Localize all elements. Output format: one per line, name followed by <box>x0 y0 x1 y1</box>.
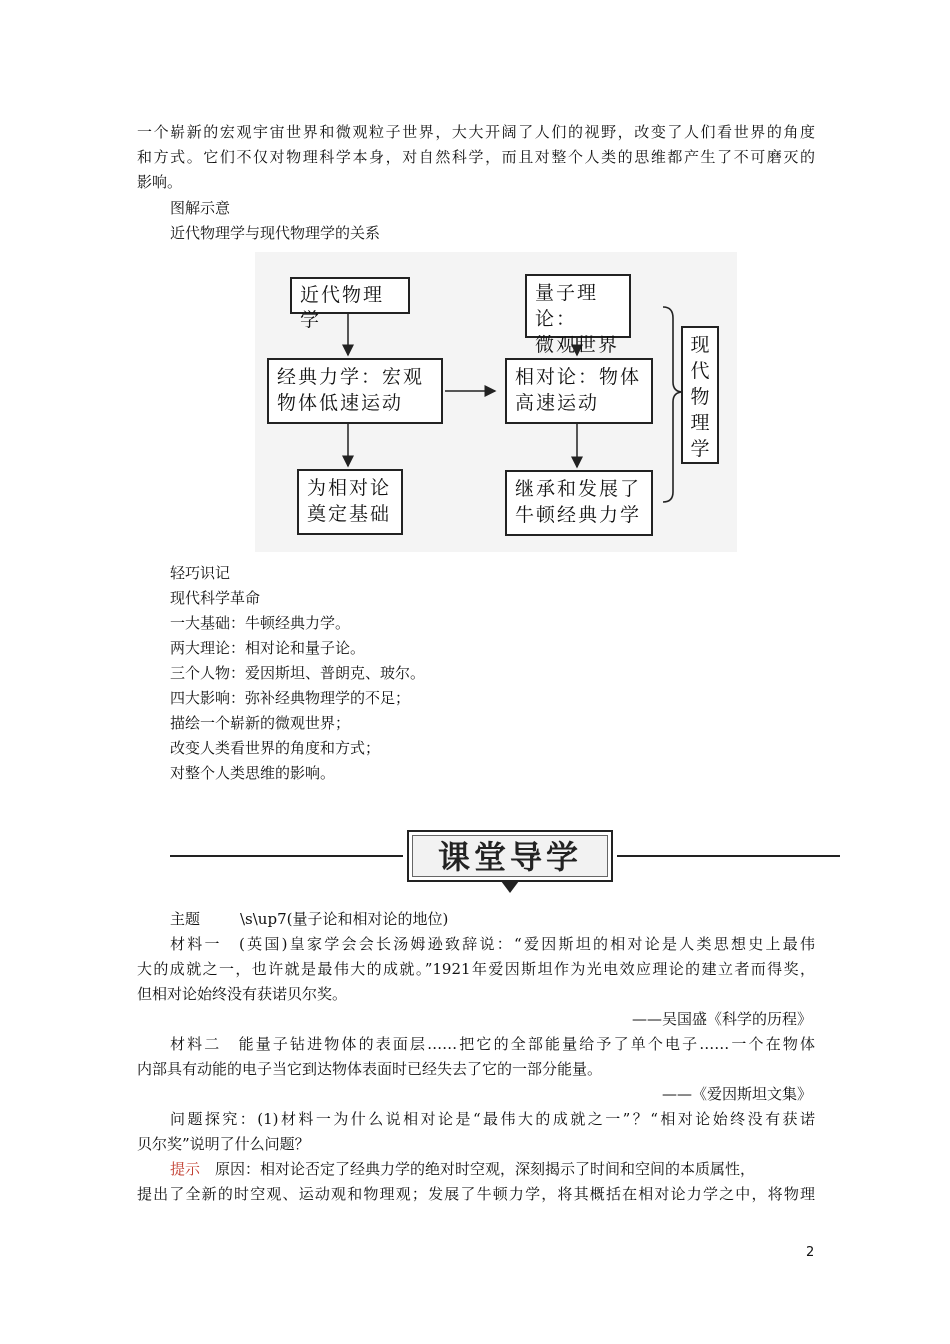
box-foundation-line-1: 为相对论 <box>307 477 392 499</box>
question-line-2: 贝尔奖”说明了什么问题？ <box>137 1135 310 1153</box>
box-classical-mechanics <box>267 358 443 424</box>
hint-line-1-text: 原因：相对论否定了经典力学的绝对时空观，深刻揭示了时间和空间的本质属性， <box>200 1160 756 1178</box>
box-relativity-line-2: 高速运动 <box>515 392 600 414</box>
topic-code: \s\up7(量子论和相对论的地位) <box>240 910 449 928</box>
material2-line-1: 材料二 能量子钻进物体的表面层……把它的全部能量给予了单个电子……一个在物体 <box>170 1035 815 1053</box>
banner-rule-right <box>617 855 840 857</box>
banner-pointer <box>501 881 519 893</box>
diagram-title: 近代物理学与现代物理学的关系 <box>170 224 381 242</box>
brace <box>663 307 683 502</box>
modern-physics-char: 代 <box>690 360 710 382</box>
box-modern-classical-physics-label: 近代物理学 <box>300 284 385 331</box>
material2-source: ——《爱因斯坦文集》 <box>661 1085 812 1103</box>
box-inherit-newton-line-1: 继承和发展了 <box>515 478 642 500</box>
material1-line-3: 但相对论始终没有获诺贝尔奖。 <box>137 985 348 1003</box>
box-classical-mechanics-line-2: 物体低速运动 <box>277 392 404 414</box>
memory-heading: 轻巧识记 <box>170 564 231 582</box>
memory-item: 四大影响：弥补经典物理学的不足； <box>170 689 411 707</box>
memory-item: 改变人类看世界的角度和方式； <box>170 739 381 757</box>
modern-physics-char: 现 <box>690 334 710 356</box>
box-quantum-theory-line-1: 量子理论： <box>535 282 599 330</box>
banner-rule-left <box>170 855 403 857</box>
hint-label: 提示 <box>170 1160 201 1178</box>
relationship-diagram <box>255 252 737 552</box>
box-inherit-newton <box>505 470 653 536</box>
box-relativity <box>505 358 653 424</box>
box-quantum-theory-line-2: 微观世界 <box>535 334 620 356</box>
material1-line-2: 大的成就之一，也许就是最伟大的成就。”1921年爱因斯坦作为光电效应理论的建立者而得奖， <box>137 960 815 978</box>
box-inherit-newton-line-2: 牛顿经典力学 <box>515 504 642 526</box>
diagram-heading: 图解示意 <box>170 199 231 217</box>
memory-title: 现代科学革命 <box>170 589 261 607</box>
material1-line-1: 材料一 (英国)皇家学会会长汤姆逊致辞说：“爱因斯坦的相对论是人类思想史上最伟 <box>170 935 815 953</box>
hint-line-2: 提出了全新的时空观、运动观和物理观；发展了牛顿力学，将其概括在相对论力学之中，将物理 <box>137 1185 815 1203</box>
intro-line-1: 一个崭新的宏观宇宙世界和微观粒子世界，大大开阔了人们的视野，改变了人们看世界的角度 <box>137 123 815 141</box>
intro-line-3: 影响。 <box>137 173 183 191</box>
material2-line-2: 内部具有动能的电子当它到达物体表面时已经失去了它的一部分能量。 <box>137 1060 603 1078</box>
hint-line-1 <box>170 1157 815 1181</box>
section-banner-title: 课堂导学 <box>412 835 608 877</box>
box-quantum-theory <box>525 274 631 356</box>
modern-physics-char: 学 <box>690 438 710 460</box>
modern-physics-char: 理 <box>690 412 710 434</box>
question-line-1: 问题探究：(1)材料一为什么说相对论是“最伟大的成就之一”？“相对论始终没有获诺 <box>170 1110 815 1128</box>
memory-item: 对整个人类思维的影响。 <box>170 764 336 782</box>
memory-item: 两大理论：相对论和量子论。 <box>170 639 366 657</box>
section-banner <box>407 830 613 882</box>
box-foundation <box>297 469 403 535</box>
memory-item: 描绘一个崭新的微观世界； <box>170 714 351 732</box>
memory-item: 三个人物：爱因斯坦、普朗克、玻尔。 <box>170 664 426 682</box>
box-classical-mechanics-line-1: 经典力学：宏观 <box>277 366 425 388</box>
topic-label: 主题 <box>170 910 201 928</box>
intro-line-2: 和方式。它们不仅对物理科学本身，对自然科学，而且对整个人类的思维都产生了不可磨灭的 <box>137 148 815 166</box>
modern-physics-char: 物 <box>690 386 710 408</box>
material1-source: ——吴国盛《科学的历程》 <box>631 1010 812 1028</box>
memory-item: 一大基础：牛顿经典力学。 <box>170 614 351 632</box>
box-foundation-line-2: 奠定基础 <box>307 503 392 525</box>
box-modern-physics <box>681 326 719 464</box>
box-relativity-line-1: 相对论：物体 <box>515 366 642 388</box>
box-modern-classical-physics <box>290 277 410 331</box>
page-number: 2 <box>806 1245 815 1260</box>
